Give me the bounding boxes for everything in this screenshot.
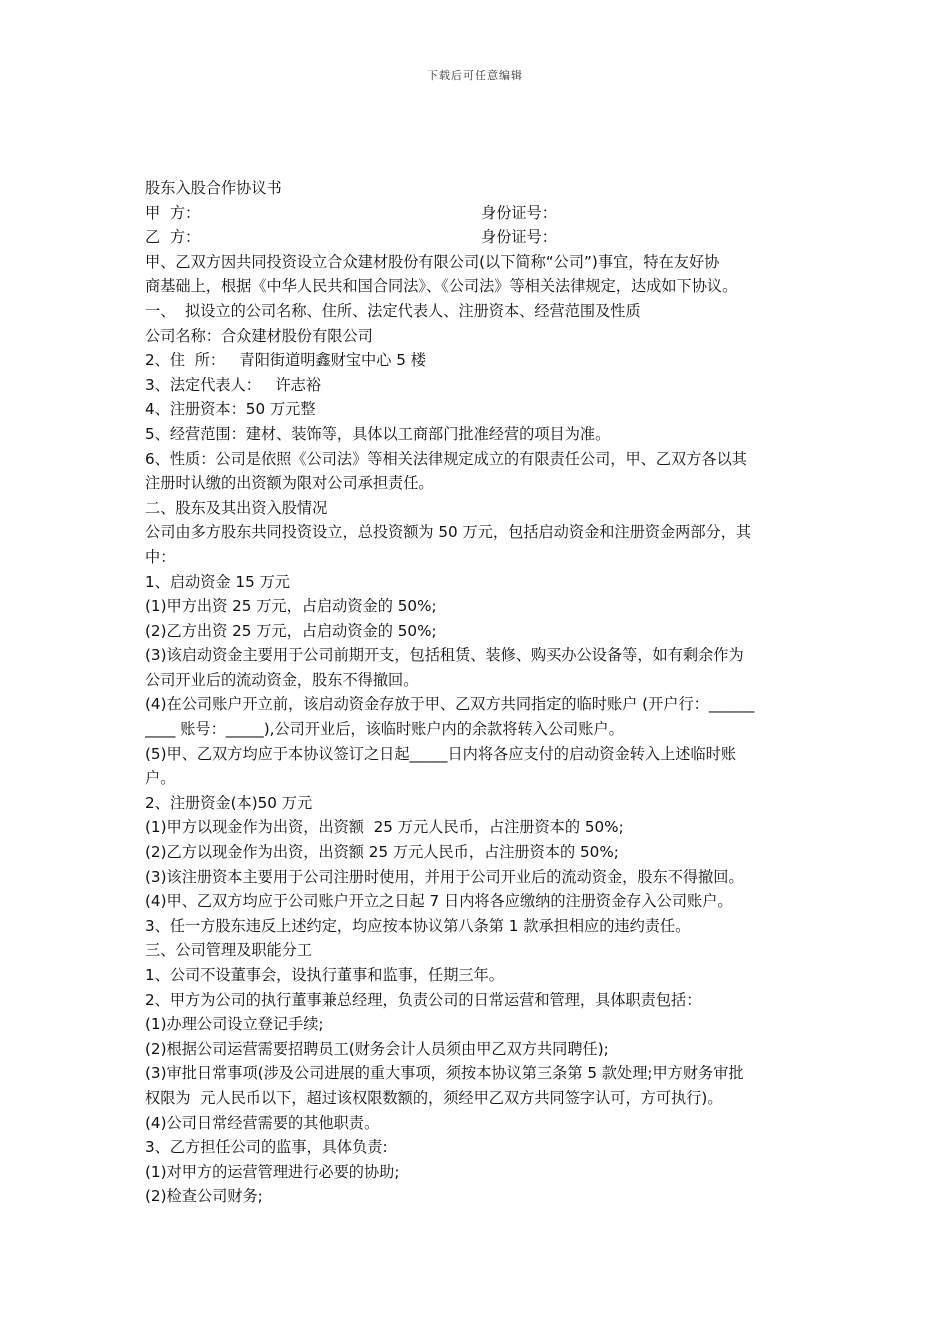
- text-line: (1)办理公司设立登记手续;: [145, 1015, 324, 1034]
- text-line: 公司开业后的流动资金，股东不得撤回。: [145, 670, 419, 689]
- text-line: 注册时认缴的出资额为限对公司承担责任。: [145, 474, 434, 493]
- text-line: (4)公司日常经营需要的其他职责。: [145, 1113, 380, 1132]
- text-line: (3)该注册资本主要用于公司注册时使用，并用于公司开业后的流动资金，股东不得撤回。: [145, 867, 744, 886]
- agreement-text: [145, 250, 809, 1209]
- text-line: (3)审批日常事项(涉及公司进展的重大事项，须按本协议第三条第 5 款处理;甲方财务审批: [145, 1064, 744, 1083]
- text-line: 商基础上，根据《中华人民共和国合同法》、《公司法》等相关法律规定，达成如下协议。: [145, 277, 738, 296]
- text-line: (3)该启动资金主要用于公司前期开支，包括租赁、装修、购买办公设备等，如有剩余作为: [145, 646, 744, 665]
- text-line: 中：: [145, 547, 176, 566]
- text-line: 公司由多方股东共同投资设立，总投资额为 50 万元，包括启动资金和注册资金两部分，其: [145, 523, 752, 542]
- text-line: 一、 拟设立的公司名称、住所、法定代表人、注册资本、经营范围及性质: [145, 301, 641, 320]
- party-b-row: [145, 225, 809, 250]
- party-a-row: [145, 201, 809, 226]
- text-line: 3、乙方担任公司的监事，具体负责:: [145, 1138, 388, 1157]
- text-line: 3、法定代表人： 许志裕: [145, 375, 322, 394]
- text-line: 权限为 元人民币以下，超过该权限数额的，须经甲乙双方共同签字认可，方可执行)。: [145, 1088, 723, 1107]
- party-b-id-label: 身份证号：: [481, 228, 557, 247]
- text-line: (1)甲方出资 25 万元，占启动资金的 50%;: [145, 597, 437, 616]
- text-line: 1、启动资金 15 万元: [145, 572, 290, 591]
- page-header: 下载后可任意编辑: [427, 69, 523, 82]
- party-a-id-label: 身份证号：: [481, 203, 557, 222]
- text-line: 户。: [145, 769, 176, 788]
- text-line: (1)甲方以现金作为出资，出资额 25 万元人民币，占注册资本的 50%;: [145, 818, 624, 837]
- text-line: 3、任一方股东违反上述约定，均应按本协议第八条第 1 款承担相应的违约责任。: [145, 916, 691, 935]
- text-line: ____ 账号：_____),公司开业后，该临时账户内的余款将转入公司账户。: [145, 720, 624, 739]
- text-line: (4)甲、乙双方均应于公司账户开立之日起 7 日内将各应缴纳的注册资金存入公司账户。: [145, 892, 733, 911]
- text-line: (2)根据公司运营需要招聘员工(财务会计人员须由甲乙双方共同聘任);: [145, 1039, 609, 1058]
- text-line: (2)乙方出资 25 万元，占启动资金的 50%;: [145, 621, 437, 640]
- text-line: (2)检查公司财务;: [145, 1187, 263, 1206]
- text-line: 甲、乙双方因共同投资设立合众建材股份有限公司(以下简称“公司”)事宜，特在友好协: [145, 252, 720, 271]
- text-line: 6、性质：公司是依照《公司法》等相关法律规定成立的有限责任公司，甲、乙双方各以其: [145, 449, 747, 468]
- text-line: 2、住 所： 青阳街道明鑫财宝中心 5 楼: [145, 351, 426, 370]
- text-line: 二、股东及其出资入股情况: [145, 498, 328, 517]
- party-b-label: 乙 方：: [145, 228, 201, 247]
- text-line: (2)乙方以现金作为出资，出资额 25 万元人民币，占注册资本的 50%;: [145, 843, 619, 862]
- text-line: (5)甲、乙双方均应于本协议签订之日起_____日内将各应支付的启动资金转入上述临时账: [145, 744, 737, 763]
- text-line: (4)在公司账户开立前，该启动资金存放于甲、乙双方共同指定的临时账户 (开户行：______: [145, 695, 755, 714]
- document-title: 股东入股合作协议书: [145, 179, 282, 197]
- text-line: (1)对甲方的运营管理进行必要的协助;: [145, 1162, 400, 1181]
- text-line: 三、公司管理及职能分工: [145, 941, 313, 960]
- text-line: 公司名称：合众建材股份有限公司: [145, 326, 373, 345]
- party-a-label: 甲 方：: [145, 203, 201, 222]
- document-body: [145, 176, 809, 1209]
- text-line: 5、经营范围：建材、装饰等，具体以工商部门批准经营的项目为准。: [145, 424, 611, 443]
- text-line: 4、注册资本：50 万元整: [145, 400, 316, 419]
- text-line: 2、甲方为公司的执行董事兼总经理，负责公司的日常运营和管理，具体职责包括：: [145, 990, 702, 1009]
- text-line: 2、注册资金(本)50 万元: [145, 793, 313, 812]
- text-line: 1、公司不设董事会，设执行董事和监事，任期三年。: [145, 966, 504, 984]
